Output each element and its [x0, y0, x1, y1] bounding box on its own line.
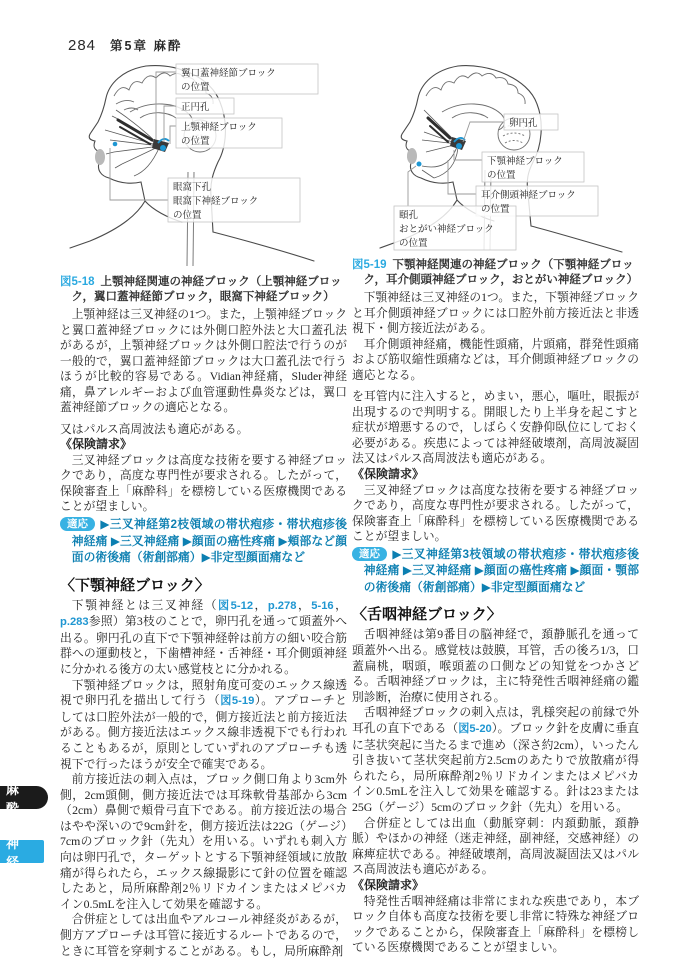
- left-column: [60, 60, 347, 959]
- diagram-label: 耳介側頭神経ブロック: [481, 190, 576, 201]
- diagram-label: 眼窩下神経ブロック: [173, 196, 259, 207]
- indication-block: [352, 546, 639, 596]
- body-paragraph: 又はパルス高周波法も適応がある。: [60, 421, 249, 436]
- page-header: [68, 36, 182, 54]
- diagram-label: 上顎神経ブロック: [181, 122, 257, 133]
- side-tab-anesthesia: 麻 酔: [0, 786, 48, 809]
- figure-caption: [352, 258, 639, 288]
- figure-title: 下顎神経関連の神経ブロック（下顎神経ブロック，耳介側頭神経ブロック，おとがい神経ブロック）: [363, 259, 639, 286]
- figure-5-19: [352, 60, 639, 383]
- diagram-label: 眼窩下孔: [173, 182, 212, 193]
- figure-title: 上顎神経関連の神経ブロック（上顎神経ブロック，翼口蓋神経節ブロック，眼窩下神経ブロック）: [71, 276, 342, 303]
- body-paragraph: 下顎神経とは三叉神経（図5-12，p.278，5-16，p.283参照）第3枝のことで，卵円孔を通って頭蓋外へ出る。卵円孔の直下で下顎神経幹は前方の細い咬合筋群への運動枝と，下歯槽神経・舌神経・耳介側頭神経に分かれる後方の太い感覚枝とに分かれる。: [60, 597, 347, 676]
- body-paragraph: 前方接近法の刺入点は，ブロック側口角より3cm外側，2cm頭側，側方接近法では耳珠軟骨基部から3cm（2cm）鼻側で頬骨弓直下である。前方接近法の場合はやや深いので9cm針を，側方接近法は22G（ゲージ）7cmのブロック針（先丸）を用いる。いずれも刺入方向は卵円孔で，ターゲットとする下顎神経領域に放散痛が得られたら，エックス線撮影にて針の位置を確認したあと，局所麻酔剤2％リドカインまたはメピバカイン0.5mLを注入して効果を確認する。: [60, 772, 347, 911]
- indication-badge: 適応: [60, 517, 95, 531]
- insurance-claim-label: 《保険請求》: [352, 466, 425, 481]
- diagram-label: の位置: [173, 210, 202, 221]
- body-paragraph: 三叉神経ブロックは高度な技術を要する神経ブロックであり，高度な専門性が要求される。したがって，保険審査上「麻酔科」を標榜している医療機関であることが望ましい。: [60, 452, 347, 514]
- figure-description-para: 耳介側頭神経痛，機能性頭痛，片頭痛，群発性頭痛および筋収縮性頭痛などは，耳介側頭神経ブロックの適応となる。: [352, 337, 639, 382]
- page-number: 284: [68, 37, 97, 54]
- figure-description: [352, 290, 639, 383]
- diagram-label: の位置: [481, 204, 510, 215]
- figure-id: 図5-19: [352, 259, 387, 271]
- figure-description-para: 上顎神経は三叉神経の1つ。また，上顎神経ブロックと翼口蓋神経ブロックには外側口腔外法と大口蓋孔法があるが，上顎神経ブロックは外側口腔法で行うのが一般的で，翼口蓋神経節ブロックは大口蓋孔法で行うほうが比較的容易である。Vidian神経痛，Sluder神経痛，鼻アレルギーおよび血管運動性鼻炎などは，翼口蓋神経節ブロックの適応となる。: [60, 308, 347, 414]
- figure-caption: [60, 275, 347, 305]
- chapter-title: 麻酔: [153, 39, 183, 53]
- figure-reference: p.283: [60, 616, 89, 629]
- indication-list: ▶三叉神経第3枝領域の帯状疱疹・帯状疱疹後神経痛 ▶三叉神経痛 ▶顔面の癌性疼痛 ▶顔面・顎部の術後痛（術創部痛）▶非定型顔面痛など: [363, 546, 639, 594]
- diagram-label: 頤孔: [399, 210, 419, 221]
- diagram-label: の位置: [181, 136, 210, 147]
- figure-description-para: 下顎神経は三叉神経の1つ。また，下顎神経ブロックと耳介側頭神経ブロックには口腔外前方接近法と非透視下・側方接近法がある。: [352, 291, 639, 335]
- diagram-label: おとがい神経ブロック: [399, 224, 494, 235]
- diagram-label: の位置: [399, 238, 428, 249]
- side-tab-nerve: 神 経: [0, 840, 44, 863]
- head-diagram-maxillary-nerve: [60, 60, 347, 273]
- chapter-number: 第5章: [110, 39, 148, 53]
- body-paragraph: 特発性舌咽神経痛は非常にまれな疾患であり，本ブロック自体も高度な技術を要し非常に特殊な神経ブロックであることから，保険審査上「麻酔科」を標榜している医療機関であることが望ましい。: [352, 893, 639, 955]
- diagram-label: 下顎神経ブロック: [487, 156, 563, 167]
- diagram-label: の位置: [181, 82, 210, 93]
- body-paragraph: 舌咽神経は第9番目の脳神経で，頚静脈孔を通って頭蓋外へ出る。感覚枝は鼓膜，耳管，舌の後ろ1/3，口蓋扁桃，咽頭，喉頭蓋の口側などの知覚をつかさどる。舌咽神経ブロックは，主に特発性舌咽神経痛の鑑別診断，治療に使用される。: [352, 627, 639, 704]
- diagram-label: 翼口蓋神経節ブロック: [181, 68, 276, 79]
- figure-id: 図5-18: [60, 276, 95, 288]
- insurance-claim-label: 《保険請求》: [60, 437, 133, 452]
- right-column: [352, 60, 639, 956]
- indication-block: [60, 516, 347, 566]
- section-heading-mandibular-block: 〈下顎神経ブロック〉: [60, 576, 210, 594]
- diagram-label: 卵円孔: [509, 118, 538, 129]
- head-diagram-mandibular-nerve: [352, 60, 639, 256]
- body-paragraph: 合併症としては出血やアルコール神経炎があるが，側方アプローチは耳管に接近するルートであるので，ときに耳管を穿刺することがある。もし，局所麻酔剤: [60, 912, 347, 958]
- figure-reference: 図5-12: [217, 599, 254, 612]
- body-paragraph: 舌咽神経ブロックの刺入点は，乳様突起の前縁で外耳孔の直下である（図5-20）。ブロック針を皮膚に垂直に茎状突起に当たるまで進め（深さ約2cm），いったん引き抜いて茎状突起前方2.5cmのあたりで放散痛が得られたら，局所麻酔剤2％リドカインまたはメピバカイン0.5mLを注入して効果を確認する。針は23または25G（ゲージ）5cmのブロック針（先丸）を用いる。: [352, 705, 640, 814]
- body-paragraph: 合併症としては出血（動脈穿刺：内頚動脈，頚静脈）やほかの神経（迷走神経，副神経，交感神経）の麻痺症状である。神経破壊剤，高周波凝固法又はパルス高周波法も適応がある。: [352, 815, 639, 877]
- chapter-label: [110, 36, 182, 54]
- figure-reference: 図5-19: [220, 695, 255, 708]
- diagram-label: の位置: [487, 170, 516, 181]
- figure-reference: 5-16: [311, 599, 334, 612]
- section-heading-glossopharyngeal-block: 〈舌咽神経ブロック〉: [352, 606, 502, 624]
- body-paragraph: 三叉神経ブロックは高度な技術を要する神経ブロックであり，高度な専門性が要求される。したがって，保険審査上「麻酔科」を標榜している医療機関であることが望ましい。: [352, 482, 639, 544]
- body-paragraph: を耳管内に注入すると，めまい，悪心，嘔吐，眼振が出現するので判明する。開眼したり上半身を起こすと症状が増悪するので，しばらく安静仰臥位にしておく必要がある。疾患によっては神経破壊剤，高周波凝固法又はパルス高周波法も適応がある。: [352, 389, 639, 466]
- figure-reference: 図5-20: [458, 723, 492, 735]
- body-paragraph: 下顎神経ブロックは，照射角度可変のエックス線透視で卵円孔を描出して行う（図5-19）。アプローチとしては口腔外法が一般的で，側方接近法と前方接近法がある。側方接近法はエックス線非透視下でも行われることもあるが，原則としていずれのアプローチも透視下で行ったほうが安全で確実である。: [60, 677, 347, 771]
- figure-5-18: [60, 60, 347, 416]
- figure-description: [60, 307, 347, 416]
- indication-badge: 適応: [352, 547, 387, 561]
- insurance-claim-label: 《保険請求》: [352, 877, 425, 892]
- diagram-label: 正円孔: [181, 102, 210, 113]
- indication-list: ▶三叉神経第2枝領域の帯状疱疹・帯状疱疹後神経痛 ▶三叉神経痛 ▶顔面の癌性疼痛 ▶頬部など顔面の術後痛（術創部痛）▶非定型顔面痛など: [71, 517, 347, 565]
- figure-reference: p.278: [267, 599, 297, 612]
